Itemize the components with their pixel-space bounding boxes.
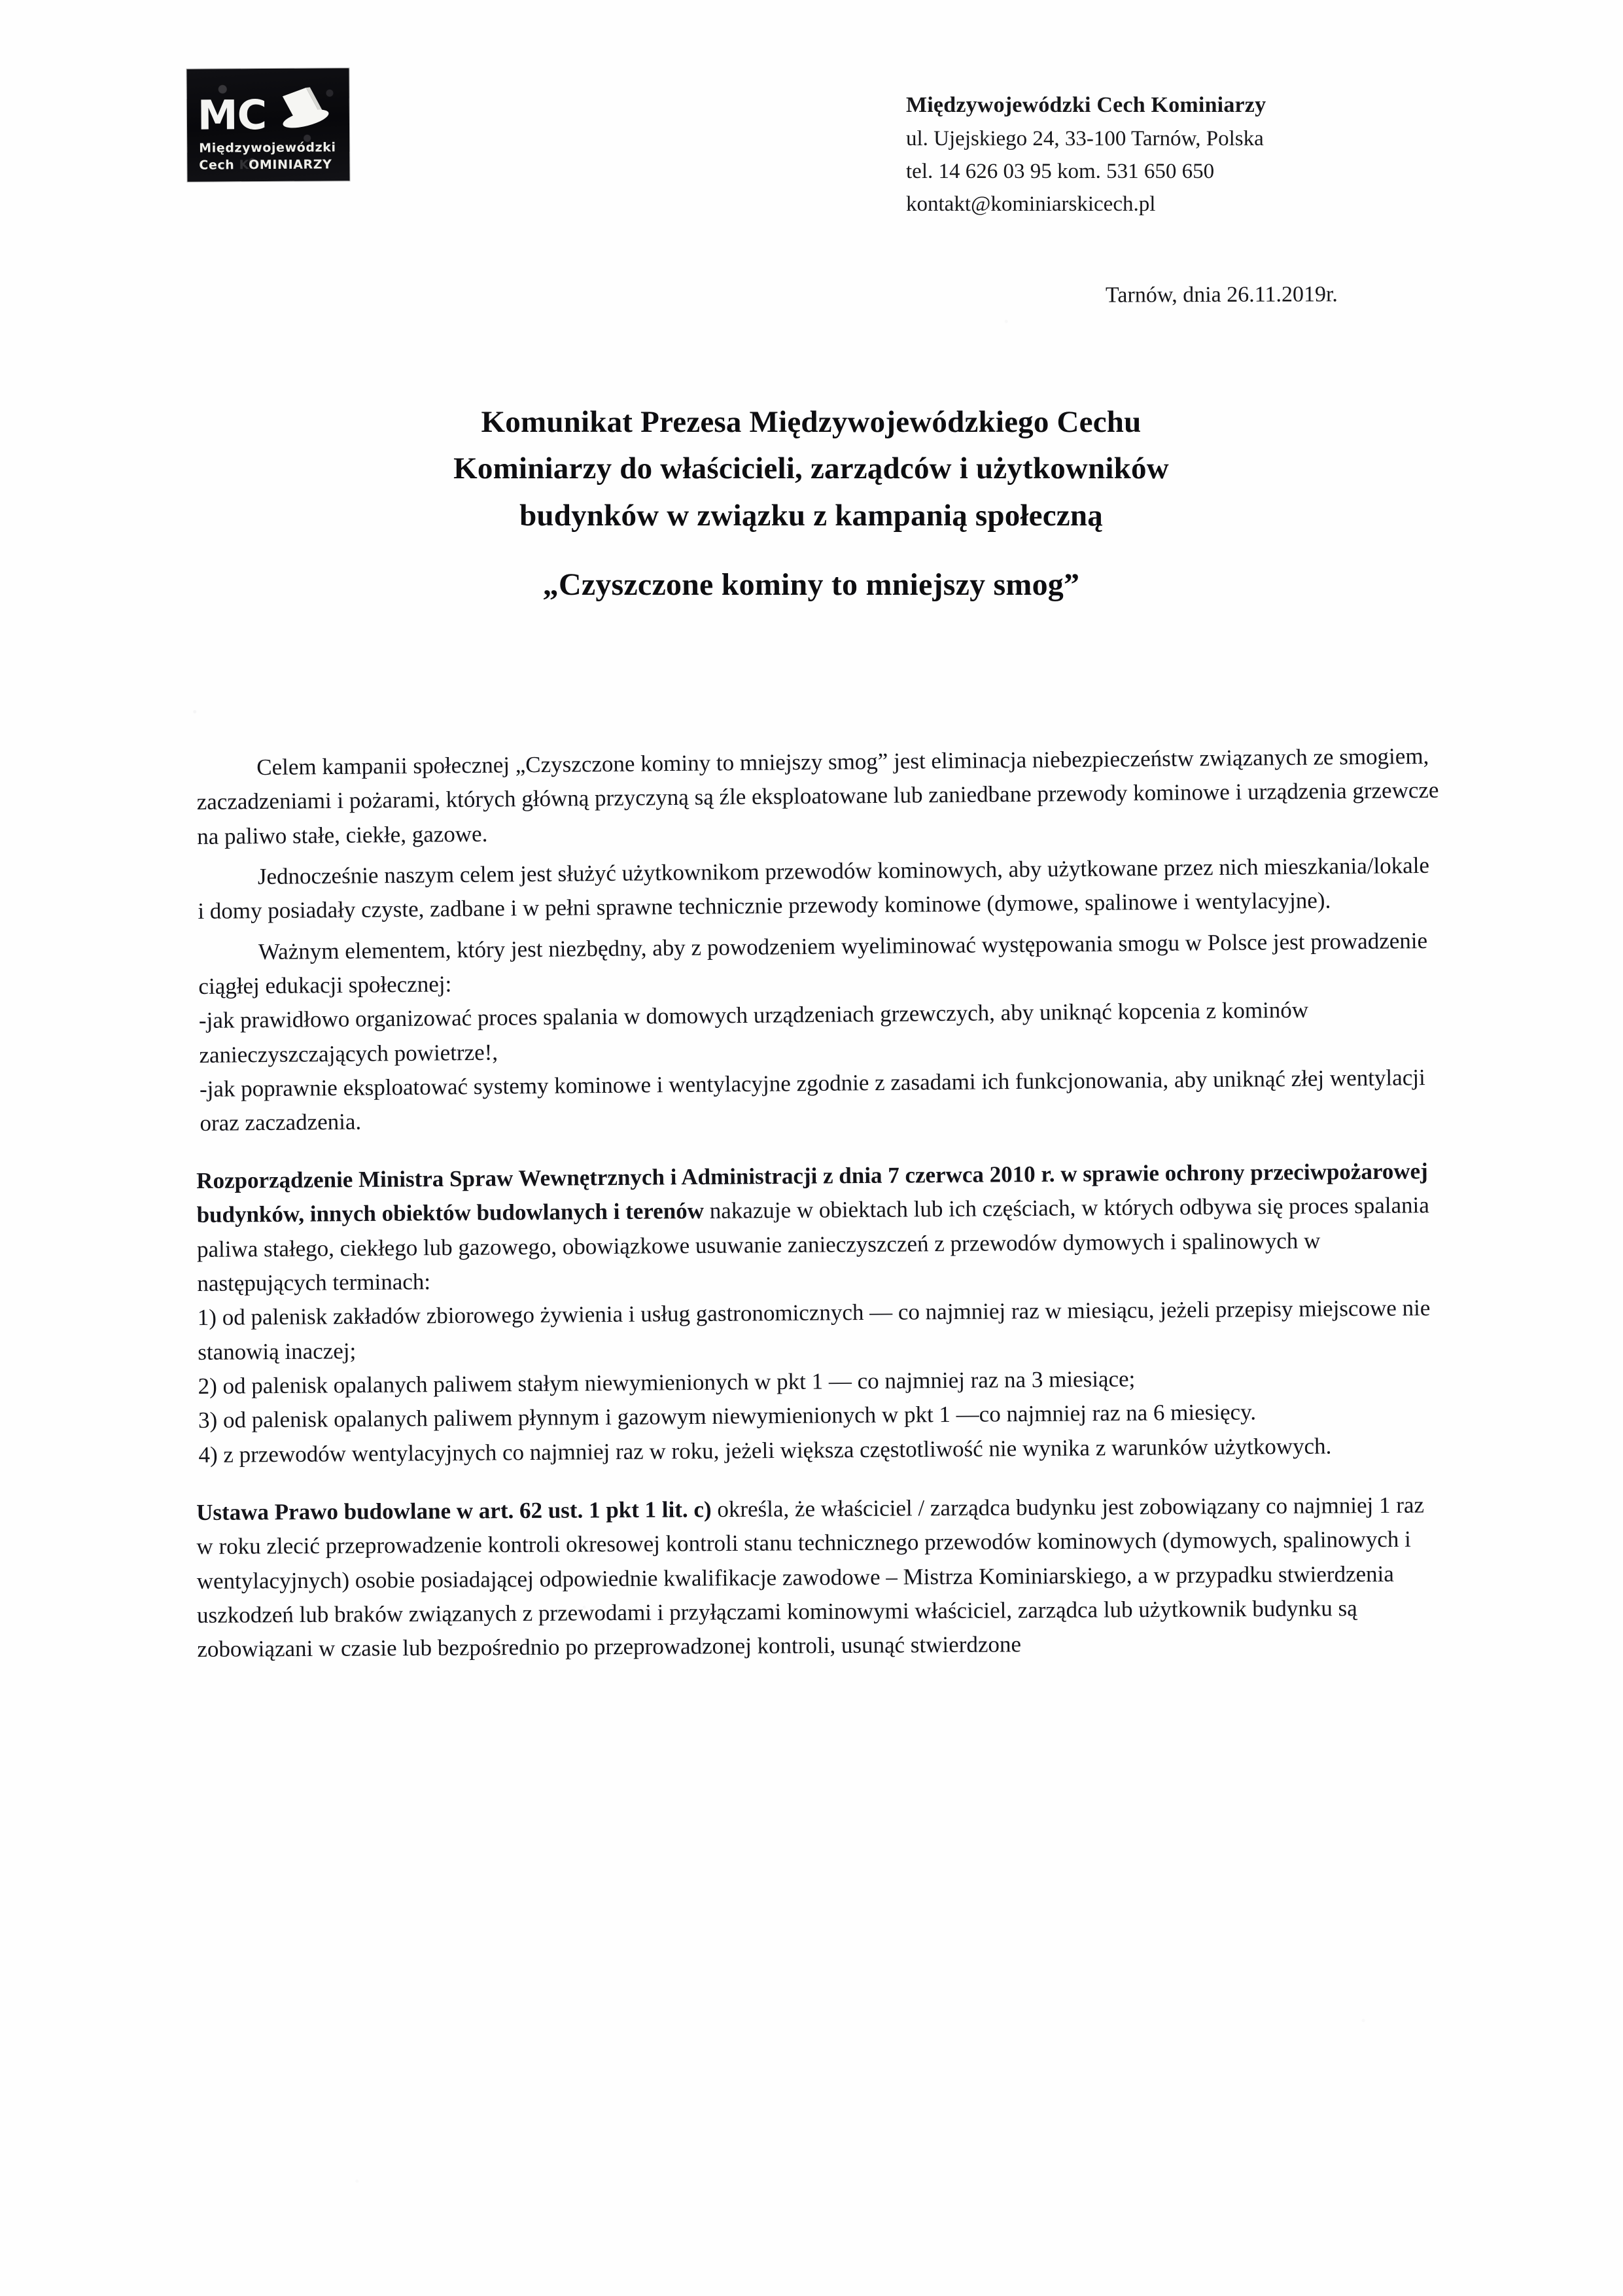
- paragraph-building-law: [196, 1489, 1440, 1667]
- organization-phone: tel. 14 626 03 95 kom. 531 650 650: [906, 159, 1215, 183]
- regulation-item-3: 3) od palenisk opalanych paliwem płynnym i gazowym niewymienionych w pkt 1 —co najmniej raz na 6 miesięcy.: [198, 1399, 1257, 1434]
- title-line-2: Kominiarzy do właścicieli, zarządców i użytkowników: [453, 451, 1169, 486]
- title-line-3: budynków w związku z kampanią społeczną: [519, 498, 1103, 533]
- paragraph-campaign-goal: Celem kampanii społecznej „Czyszczone kominy to mniejszy smog” jest eliminacja niebezpieczeństw związanych ze smogiem, zaczadzeniami i pożarami, których główną przyczyną są źle eksploatowane lub zaniedbane przewody kominowe i urządzenia grzewcze na paliwo stałe, ciekłe, gazowe.: [196, 743, 1439, 849]
- body-section-intro: [196, 739, 1443, 1141]
- logo-subtitle-line1: Międzywojewódzki: [199, 140, 336, 156]
- building-law-citation: Ustawa Prawo budowlane w art. 62 ust. 1 pkt 1 lit. c): [196, 1496, 712, 1526]
- logo-subtitle: [199, 139, 336, 174]
- logo-chimneysweeps-word: OMINIARZY: [249, 157, 332, 173]
- organization-contact-block: [906, 88, 1442, 221]
- paragraph-service-goal: Jednocześnie naszym celem jest służyć użytkownikom przewodów kominowych, aby użytkowane przez nich mieszkania/lokale i domy posiadały czyste, zadbane i w pełni sprawne technicznie przewody kominowe (dymowe, spalinowe i wentylacyjne).: [198, 852, 1430, 925]
- campaign-slogan: „Czyszczone kominy to mniejszy smog”: [542, 567, 1080, 603]
- regulation-item-1: 1) od palenisk zakładów zbiorowego żywienia i usług gastronomicznych — co najmniej raz w miesiącu, jeżeli przepisy miejscowe nie stanowią inaczej;: [197, 1295, 1431, 1365]
- page-title: [190, 399, 1433, 609]
- logo-monogram: MC: [197, 91, 267, 139]
- regulation-citation: Rozporządzenie Ministra Spraw Wewnętrznych i Administracji z dnia 7 czerwca 2010 r. w sprawie ochrony przeciwpożarowej budynków, innych obiektów budowlanych i terenów: [196, 1158, 1428, 1228]
- bullet-chimney-operation: -jak poprawnie eksploatować systemy kominowe i wentylacyjne zgodnie z zasadami ich funkcjonowania, aby uniknąć złej wentylacji oraz zaczadzenia.: [199, 1064, 1425, 1137]
- document-date: Tarnów, dnia 26.11.2019r.: [1105, 282, 1338, 308]
- organization-name: Międzywojewódzki Cech Kominiarzy: [906, 93, 1266, 117]
- top-hat-icon: [266, 86, 338, 133]
- regulation-item-4: 4) z przewodów wentylacyjnych co najmniej raz w roku, jeżeli większa częstotliwość nie wynika z warunków użytkowych.: [198, 1433, 1332, 1468]
- logo-guild-word: Cech: [199, 158, 235, 173]
- paragraph-regulation: [196, 1155, 1440, 1301]
- organization-address: ul. Ujejskiego 24, 33-100 Tarnów, Polska: [906, 126, 1264, 150]
- building-law-text: określa, że właściciel / zarządca budynku jest zobowiązany co najmniej 1 raz w roku zlecić przeprowadzenie kontroli okresowej kontroli stanu technicznego przewodów kominowych (dymowych, spalinowych i wentylacyjnych) osobie posiadającej odpowiednie kwalifikacje zawodowe – Mistrza Kominiarskiego, a w przypadku stwierdzenia uszkodzeń lub braków związanych z przewodami i przyłączami kominowymi właściciel, zarządca lub użytkownik budynku są zobowiązani w czasie lub bezpośrednio po przeprowadzonej kontroli, usunąć stwierdzone: [196, 1492, 1425, 1663]
- logo-subtitle-line2: [199, 156, 336, 174]
- bullet-combustion-process: -jak prawidłowo organizować proces spalania w domowych urządzeniach grzewczych, aby uniknąć kopcenia z kominów zanieczyszczających powietrze!,: [198, 997, 1309, 1068]
- regulation-item-2: 2) od palenisk opalanych paliwem stałym niewymienionych w pkt 1 — co najmniej raz na 3 miesiące;: [198, 1366, 1136, 1400]
- body-section-building-law: [196, 1489, 1440, 1667]
- paragraph-education: Ważnym elementem, który jest niezbędny, aby z powodzeniem wyeliminować występowania smogu w Polsce jest prowadzenie ciągłej edukacji społecznej:: [198, 927, 1428, 999]
- title-line-1: Komunikat Prezesa Międzywojewódzkiego Cechu: [481, 405, 1142, 439]
- body-section-regulation: [196, 1155, 1442, 1473]
- document-body: [196, 743, 1439, 1674]
- logo-faded-letter: K: [239, 158, 249, 173]
- organization-email: kontakt@kominiarskicech.pl: [906, 192, 1156, 216]
- organization-logo: [186, 68, 349, 182]
- regulation-text: nakazuje w obiektach lub ich częściach, w których odbywa się proces spalania paliwa stałego, ciekłego lub gazowego, obowiązkowe usuwanie zanieczyszczeń z przewodów dymowych i spalinowych w następujących terminach:: [196, 1192, 1429, 1297]
